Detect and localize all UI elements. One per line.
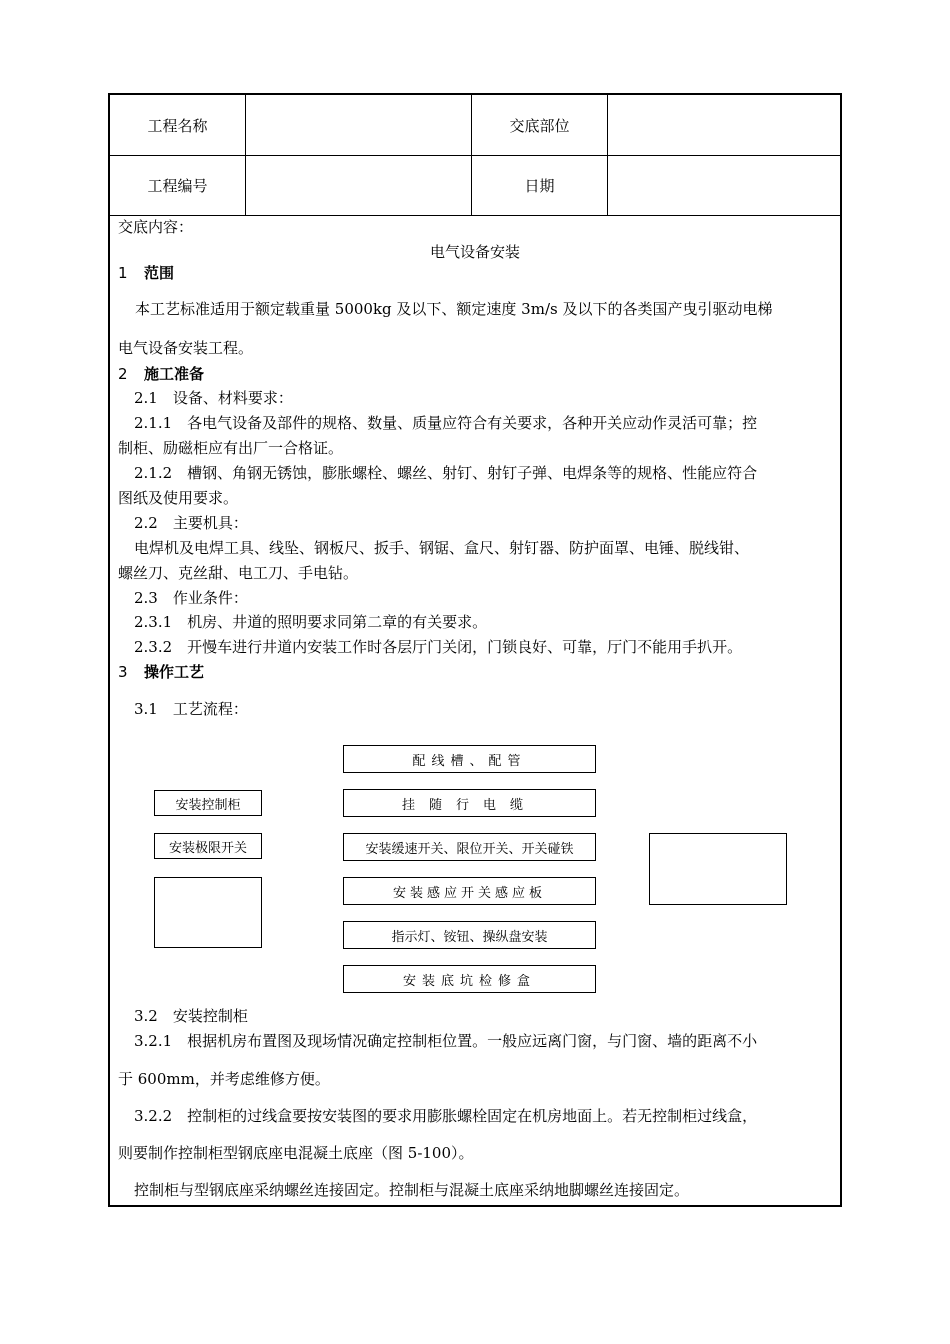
section-3-title: 操作工艺 [144, 663, 205, 681]
flow-right-blank-box [649, 833, 787, 905]
flow-left-control-cabinet: 安装控制柜 [154, 790, 262, 816]
section-3-2-1-line2: 于 600mm，并考虑维修方便。 [118, 1070, 330, 1088]
doc-title: 电气设备安装 [429, 243, 520, 261]
section-2-1-1-line1: 2.1.1 各电气设备及部件的规格、数量、质量应符合有关要求，各种开关应动作灵活可靠；控 [134, 414, 758, 432]
section-2-1: 2.1 设备、材料要求： [134, 389, 293, 407]
section-3-2: 3.2 安装控制柜 [134, 1007, 248, 1025]
flow-step-wiring: 配线槽、配管 [343, 745, 596, 773]
section-3-2-2-line2: 则要制作控制柜型钢底座电混凝土底座（图 5-100）。 [118, 1144, 474, 1162]
flow-step-indicator: 指示灯、铵钮、操纵盘安装 [343, 921, 596, 949]
section-3-2-3: 控制柜与型钢底座采纳螺丝连接固定。控制柜与混凝土底座采纳地脚螺丝连接固定。 [134, 1181, 690, 1199]
section-3-1: 3.1 工艺流程： [134, 700, 248, 718]
intro-label: 交底内容： [118, 218, 194, 236]
section-2-3-1: 2.3.1 机房、井道的照明要求同第二章的有关要求。 [134, 613, 488, 631]
section-2-1-1-line2: 制柜、励磁柜应有出厂一合格证。 [118, 439, 344, 457]
section-2-1-2-line1: 2.1.2 槽钢、角钢无锈蚀，膨胀螺栓、螺丝、射钉、射钉子弹、电焊条等的规格、性能应符合 [134, 464, 758, 482]
section-2-2-line2: 螺丝刀、克丝甜、电工刀、手电钻。 [118, 564, 359, 582]
location-value[interactable] [608, 95, 842, 155]
project-no-value[interactable] [246, 155, 471, 215]
flow-left-limit-switch: 安装极限开关 [154, 833, 262, 859]
project-no-label: 工程编号 [147, 176, 208, 195]
section-2-2: 2.2 主要机具： [134, 514, 248, 532]
section-3-number: 3 [118, 663, 128, 681]
section-2-3-2: 2.3.2 开慢车进行井道内安装工作时各层厅门关闭，门锁良好、可靠，厅门不能用手扒开。 [134, 638, 743, 656]
section-2-title: 施工准备 [144, 365, 205, 383]
project-name-label: 工程名称 [147, 116, 208, 135]
flow-left-blank-box [154, 877, 262, 948]
date-value[interactable] [608, 155, 842, 215]
section-2-number: 2 [118, 365, 128, 383]
flow-step-cable: 挂随行电缆 [343, 789, 596, 817]
section-1-number: 1 [118, 264, 128, 282]
header-row-2 [110, 155, 840, 216]
flow-step-switches: 安装缓速开关、限位开关、开关碰铁 [343, 833, 596, 861]
date-label: 日期 [524, 176, 555, 195]
header-row-1 [110, 95, 840, 156]
flow-step-pit-box: 安装底坑检修盒 [343, 965, 596, 993]
section-3-2-2-line1: 3.2.2 控制柜的过线盒要按安装图的要求用膨胀螺栓固定在机房地面上。若无控制柜过线盒， [134, 1107, 758, 1125]
section-1-title: 范围 [144, 264, 175, 282]
section-1-para-line1: 本工艺标准适用于额定载重量 5000kg 及以下、额定速度 3m/s 及以下的各类国产曳引驱动电梯 [135, 300, 773, 318]
section-2-3: 2.3 作业条件： [134, 589, 248, 607]
project-name-value[interactable] [246, 95, 471, 155]
location-label: 交底部位 [509, 116, 570, 135]
section-2-2-line1: 电焊机及电焊工具、线坠、钢板尺、扳手、钢锯、盒尺、射钉器、防护面罩、电锤、脱线钳、 [134, 539, 750, 557]
section-1-para-line2: 电气设备安装工程。 [118, 339, 254, 357]
section-3-2-1-line1: 3.2.1 根据机房布置图及现场情况确定控制柜位置。一般应远离门窗，与门窗、墙的距离不小 [134, 1032, 758, 1050]
flow-step-sensor: 安装感应开关感应板 [343, 877, 596, 905]
section-2-1-2-line2: 图纸及使用要求。 [118, 489, 239, 507]
